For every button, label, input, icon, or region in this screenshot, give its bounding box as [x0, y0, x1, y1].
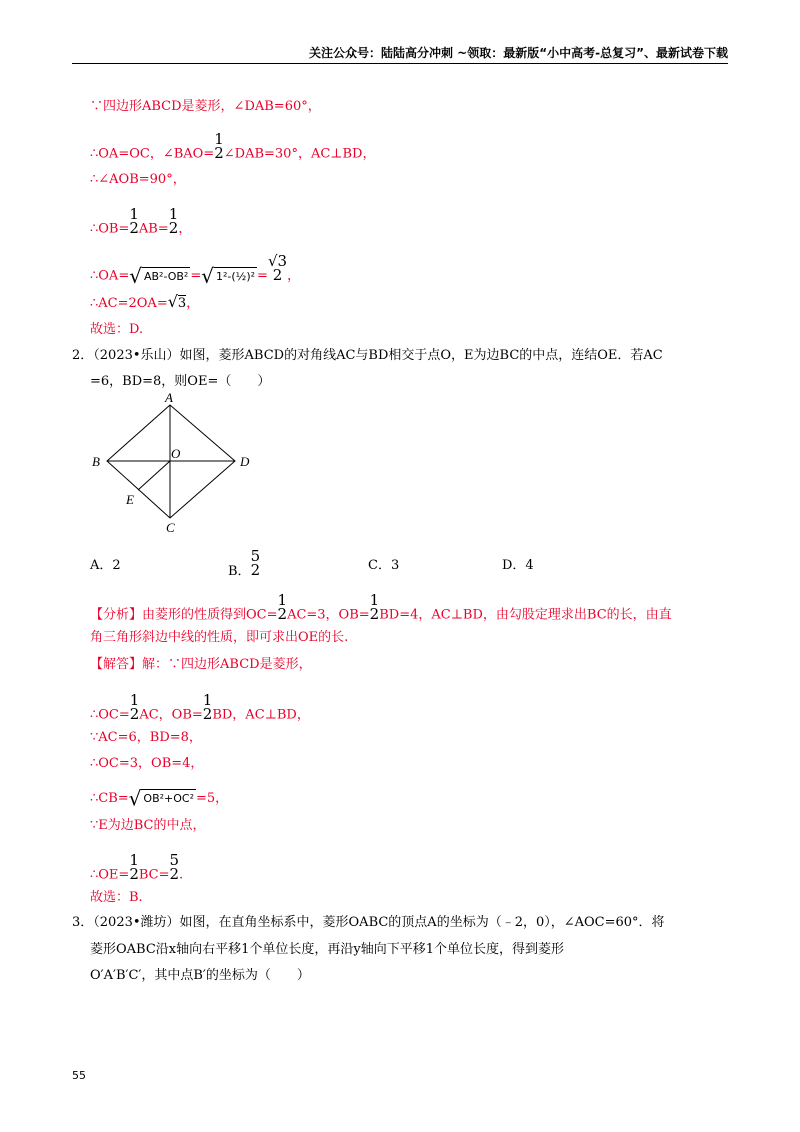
- fraction-5-2: 5 2: [250, 547, 261, 579]
- q3-line1: 3．（2023•潍坊）如图，在直角坐标系中，菱形OABC的顶点A的坐标为（﹣2，0），∠AOC=60°．将: [72, 915, 665, 930]
- label-c: C: [166, 520, 175, 535]
- text: ∴OC=: [90, 707, 130, 723]
- text: ∴OE=: [90, 867, 130, 883]
- sol1-line4: [90, 205, 192, 243]
- answer-line4: ∴OC=3，OB=4，: [90, 756, 204, 771]
- sol1-line6: [90, 293, 199, 313]
- num: 1: [214, 130, 224, 148]
- sol1-line1: ∵四边形ABCD是菱形，∠DAB=60°，: [90, 99, 321, 114]
- label-b: B: [92, 454, 100, 469]
- text: ∴CB=: [90, 791, 129, 806]
- answer-line8: 故选：B.: [90, 890, 143, 905]
- sqrt-sign: √: [129, 264, 142, 288]
- fraction-half: 1 2: [129, 205, 139, 237]
- sol1-line2: [90, 130, 376, 168]
- fraction-half: 1 2: [369, 591, 380, 623]
- fraction-half: 1 2: [129, 851, 139, 883]
- text: ∴OA=: [90, 268, 130, 284]
- label-o: O: [171, 446, 181, 461]
- segment-oe: [138, 461, 170, 490]
- page-number: 55: [72, 1069, 86, 1082]
- sqrt-body: OB²+OC²: [141, 789, 196, 808]
- sol1-line7: 故选：D.: [90, 322, 144, 337]
- rhombus-figure: [80, 390, 280, 540]
- fraction-sqrt3-over-2: √3 2: [267, 252, 288, 284]
- q2-line2: =6，BD=8，则OE=（ ）: [90, 374, 271, 389]
- analysis-tag: 【分析】: [90, 607, 143, 623]
- sqrt-body: AB²-OB²: [142, 267, 190, 286]
- header-rule: [72, 63, 728, 64]
- q3-line2: 菱形OABC沿x轴向右平移1个单位长度，再沿y轴向下平移1个单位长度，得到菱形: [90, 942, 565, 957]
- answer-line1: [90, 656, 312, 674]
- fraction-half: 1 2: [202, 691, 213, 723]
- fraction-half: 1 2: [129, 691, 140, 723]
- text: ，: [178, 221, 192, 237]
- text: ∠DAB=30°，AC⊥BD，: [223, 146, 376, 162]
- option-b: B． 5 2: [228, 547, 261, 579]
- text: =: [190, 268, 202, 284]
- fraction-half: [214, 132, 224, 160]
- analysis-line1: [90, 591, 672, 629]
- fraction-half: 1 2: [277, 591, 288, 623]
- fraction-5-2: 5 2: [169, 851, 180, 883]
- text: =5，: [196, 791, 229, 806]
- option-c: C．3: [368, 558, 400, 573]
- label-a: A: [165, 390, 173, 405]
- q2-line1: 2．（2023•乐山）如图，菱形ABCD的对角线AC与BD相交于点O，E为边BC的中点，连结OE．若AC: [72, 348, 663, 363]
- sqrt-sign: √: [167, 292, 178, 311]
- text: BD，AC⊥BD，: [212, 707, 310, 723]
- sol1-line5: [90, 252, 301, 290]
- answer-line7: [90, 851, 184, 889]
- analysis-line2: 角三角形斜边中线的性质，即可求出OE的长.: [90, 630, 349, 645]
- option-a: A．2: [90, 558, 121, 573]
- text: .: [179, 867, 184, 883]
- sol1-line3: ∴∠AOB=90°，: [90, 172, 186, 187]
- text: 解：∵四边形ABCD是菱形，: [142, 657, 312, 672]
- sqrt-sign: √: [128, 786, 142, 811]
- text: ，: [287, 268, 301, 284]
- option-d: D．4: [502, 558, 534, 573]
- sqrt-body: 3: [177, 296, 187, 311]
- label-e: E: [126, 492, 134, 507]
- fraction-half: 1 2: [168, 205, 179, 237]
- answer-line3: ∵AC=6，BD=8，: [90, 730, 202, 745]
- answer-tag: 【解答】: [90, 657, 143, 672]
- den: 2: [214, 144, 224, 162]
- answer-line6: ∵E为边BC的中点，: [90, 818, 206, 833]
- text: AB=: [138, 221, 169, 237]
- sqrt-body: 1²-(½)²: [214, 267, 257, 286]
- text: ∴OA=OC，∠BAO=: [90, 146, 215, 162]
- text: BD=4，AC⊥BD，由勾股定理求出BC的长，由直: [379, 607, 672, 623]
- page-header: 关注公众号：陆陆高分冲刺 ~领取：最新版“小中高考-总复习”、最新试卷下载: [309, 46, 728, 60]
- label-d: D: [240, 454, 250, 469]
- text: BC=: [138, 867, 170, 883]
- text: AC，OB=: [139, 707, 203, 723]
- sqrt-sign: √: [201, 264, 214, 288]
- q3-line3: O′A′B′C′，其中点B′的坐标为（ ）: [90, 968, 310, 983]
- text: ∴OB=: [90, 221, 130, 237]
- text: ，: [186, 296, 200, 311]
- text: =: [257, 268, 268, 284]
- answer-line2: [90, 691, 310, 729]
- text: ∴AC=2OA=: [90, 296, 168, 311]
- answer-line5: [90, 786, 229, 811]
- text: AC=3，OB=: [287, 607, 370, 623]
- text: 由菱形的性质得到OC=: [142, 607, 278, 623]
